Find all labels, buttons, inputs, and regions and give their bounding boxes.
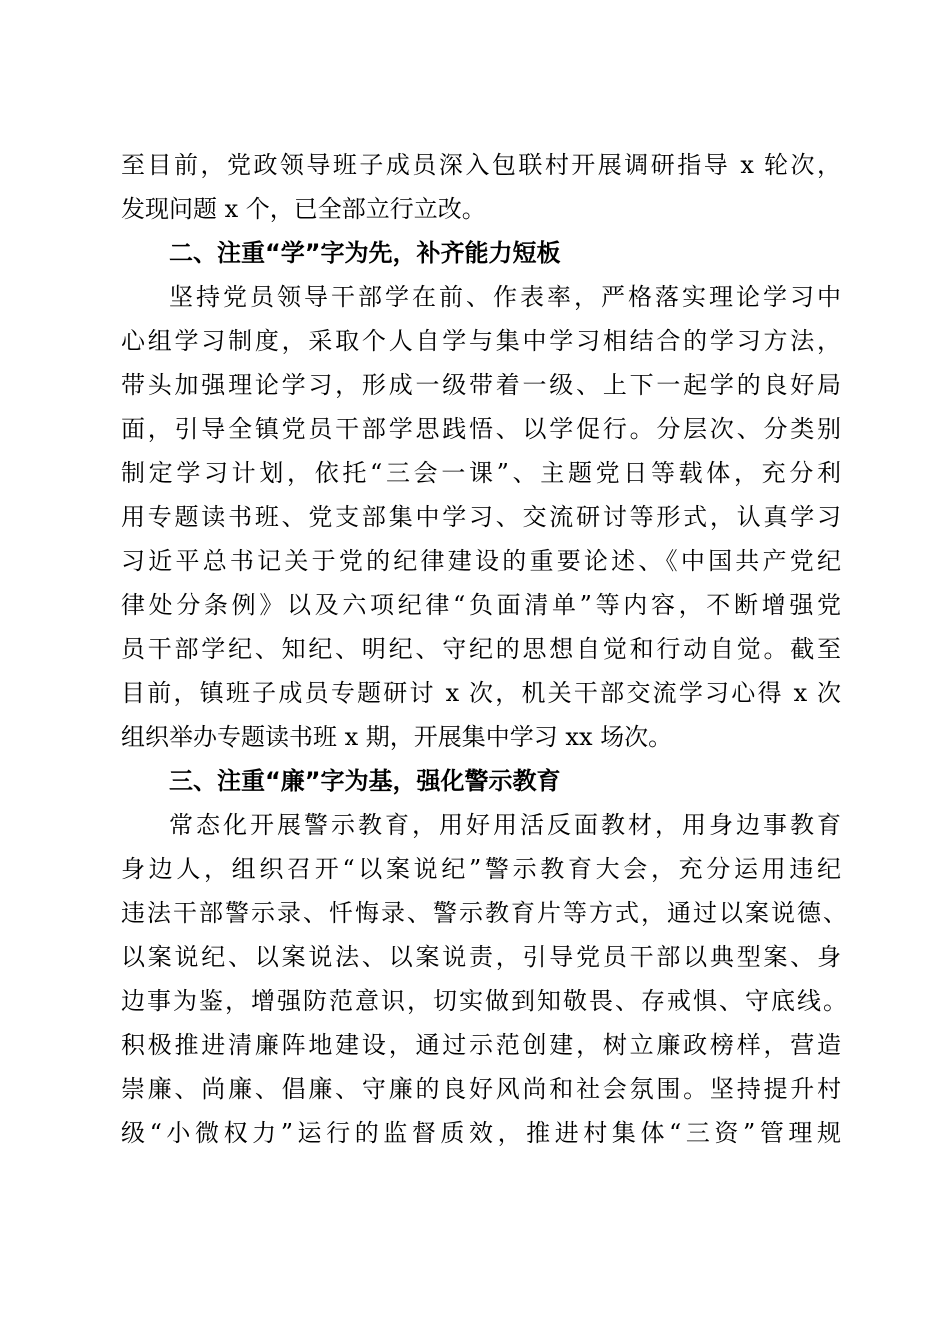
body-text-line: 崇廉、尚廉、倡廉、守廉的良好风尚和社会氛围。坚持提升村 <box>121 1075 841 1103</box>
body-text-line: 违法干部警示录、忏悔录、警示教育片等方式，通过以案说德、 <box>121 899 847 927</box>
body-text-line: 级“小微权力”运行的监督质效，推进村集体“三资”管理规 <box>121 1119 841 1147</box>
body-text-line: 积极推进清廉阵地建设，通过示范创建，树立廉政榜样，营造 <box>121 1031 841 1059</box>
body-text-line: 至目前，党政领导班子成员深入包联村开展调研指导 x 轮次， <box>121 151 841 179</box>
body-text-line: 边事为鉴，增强防范意识，切实做到知敬畏、存戒惧、守底线。 <box>121 987 847 1015</box>
body-text-line: 以案说纪、以案说法、以案说责，引导党员干部以典型案、身 <box>121 943 841 971</box>
section-heading: 三、注重“廉”字为基，强化警示教育 <box>169 767 561 795</box>
body-text-line: 带头加强理论学习，形成一级带着一级、上下一起学的良好局 <box>121 371 841 399</box>
body-text-line: 常态化开展警示教育，用好用活反面教材，用身边事教育 <box>169 811 841 839</box>
body-text-line: 制定学习计划，依托“三会一课”、主题党日等载体，充分利 <box>121 459 841 487</box>
body-text-line: 用专题读书班、党支部集中学习、交流研讨等形式，认真学习 <box>121 503 841 531</box>
body-text-line: 目前，镇班子成员专题研讨 x 次，机关干部交流学习心得 x 次 <box>121 679 841 707</box>
body-text-line: 面，引导全镇党员干部学思践悟、以学促行。分层次、分类别 <box>121 415 841 443</box>
body-text-line: 员干部学纪、知纪、明纪、守纪的思想自觉和行动自觉。截至 <box>121 635 841 663</box>
body-text-line: 坚持党员领导干部学在前、作表率，严格落实理论学习中 <box>169 283 841 311</box>
section-heading: 二、注重“学”字为先，补齐能力短板 <box>169 239 561 267</box>
body-text-line: 身边人，组织召开“以案说纪”警示教育大会，充分运用违纪 <box>121 855 841 883</box>
body-text-line: 心组学习制度，采取个人自学与集中学习相结合的学习方法， <box>121 327 841 355</box>
body-text-line: 发现问题 x 个，已全部立行立改。 <box>121 195 486 223</box>
body-text-line: 律处分条例》以及六项纪律“负面清单”等内容，不断增强党 <box>121 591 841 619</box>
body-text-line: 习近平总书记关于党的纪律建设的重要论述、《中国共产党纪 <box>121 547 841 575</box>
body-text-line: 组织举办专题读书班 x 期，开展集中学习 xx 场次。 <box>121 723 673 751</box>
